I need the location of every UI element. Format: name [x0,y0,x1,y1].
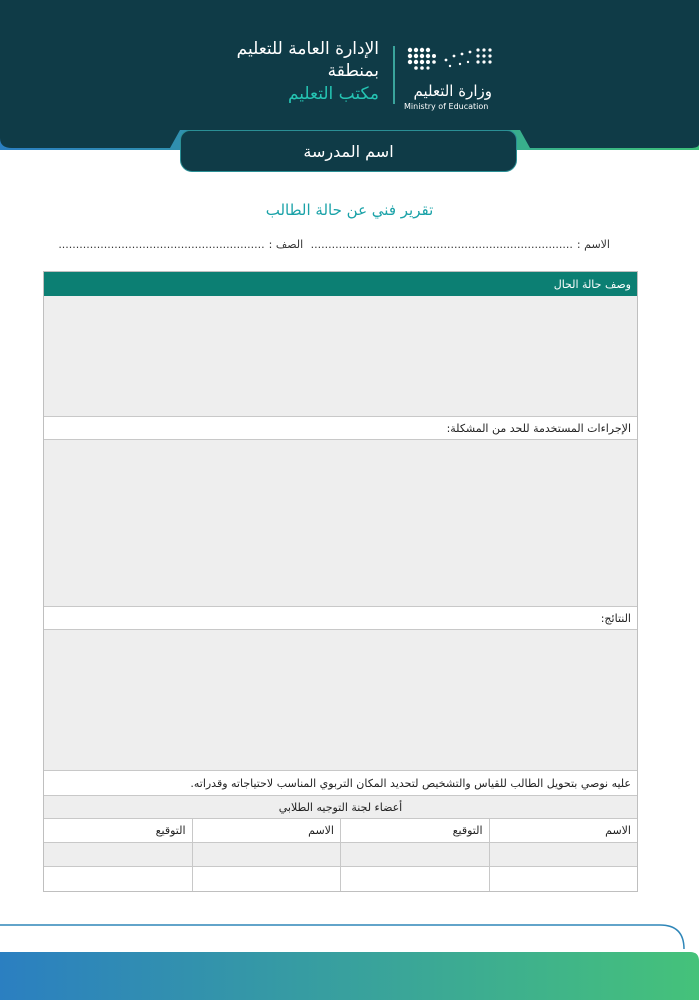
recommendation-text: عليه نوصي بتحويل الطالب للقياس والتشخيص لتحديد المكان التربوي المناسب لاحتياجاته وقدراته. [44,771,637,796]
signature-cell[interactable] [44,843,192,867]
administration-text [159,38,379,106]
signature-cell[interactable] [489,867,638,891]
page-header [0,0,699,160]
logo-dots-icon [404,44,496,80]
signature-cell[interactable] [340,867,489,891]
student-info-line [60,238,610,251]
results-label: النتائج: [44,607,637,630]
signature-cell[interactable] [340,843,489,867]
case-description-header: وصف حالة الحال [44,272,637,296]
results-area[interactable] [44,630,637,771]
procedures-area[interactable] [44,440,637,607]
class-field[interactable]: ........................................................... [58,238,265,251]
logo-english-text: Ministry of Education [404,102,489,111]
header-divider [393,46,395,104]
committee-header: أعضاء لجنة التوجيه الطلابي [44,796,637,819]
footer-decoration [0,915,699,1000]
report-table [43,271,638,892]
col-signature-2: التوقيع [44,819,192,843]
col-name-2: الاسم [192,819,341,843]
signature-header-row [44,819,637,843]
case-description-area[interactable] [44,296,637,417]
ministry-logo [400,40,500,114]
admin-line-3: مكتب التعليم [287,84,379,104]
school-name-box [180,130,517,172]
admin-line-2: بمنطقة [327,61,379,81]
signature-cell[interactable] [489,843,638,867]
admin-line-1: الإدارة العامة للتعليم [236,39,379,59]
procedures-label: الإجراءات المستخدمة للحد من المشكلة: [44,417,637,440]
col-name-1: الاسم [489,819,638,843]
class-label: الصف : [268,238,304,251]
signature-cell[interactable] [192,867,341,891]
name-label: الاسم : [576,238,610,251]
signature-row-1 [44,843,637,867]
logo-arabic-text: وزارة التعليم [413,82,492,100]
report-title: تقرير فني عن حالة الطالب [265,201,434,219]
signature-cell[interactable] [44,867,192,891]
name-field[interactable]: ........................................................................... [310,238,573,251]
school-name: اسم المدرسة [303,141,394,161]
col-signature-1: التوقيع [340,819,489,843]
page-footer [0,915,699,1000]
signature-cell[interactable] [192,843,341,867]
signature-row-2 [44,867,637,891]
